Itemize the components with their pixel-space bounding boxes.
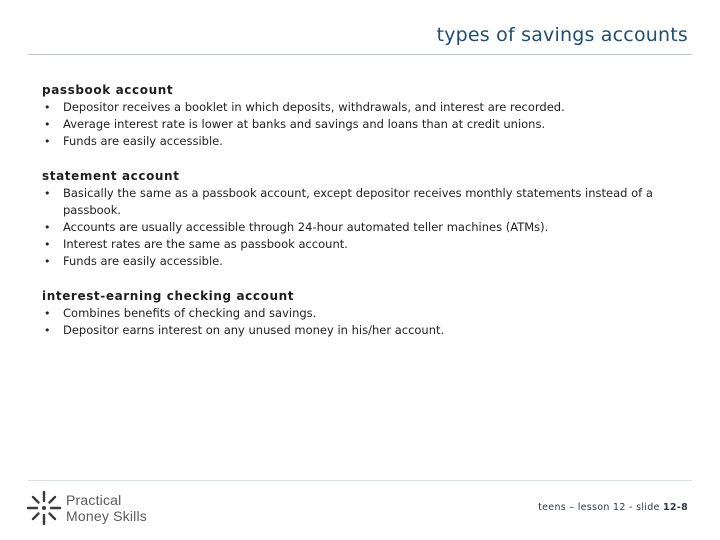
footer-lesson-label: teens – lesson 12 - slide (538, 502, 664, 513)
bullet-item (42, 219, 662, 236)
section-interest-checking-account (42, 288, 662, 339)
bullet-item (42, 116, 662, 133)
footer-slide-number: 12-8 (663, 502, 688, 513)
logo-line-2: Money Skills (66, 508, 147, 524)
bullet-item (42, 253, 662, 270)
bullet-icon: • (44, 255, 51, 268)
section-heading: interest-earning checking account (42, 289, 295, 303)
bullet-text: Basically the same as a passbook account, except depositor receives monthly statements instead of a passbook. (63, 186, 653, 217)
bullet-item (42, 322, 662, 339)
practical-money-skills-logo (26, 490, 166, 526)
bullet-item (42, 133, 662, 150)
bullet-icon: • (44, 238, 51, 251)
bullet-icon: • (44, 118, 51, 131)
logo-text (66, 492, 147, 524)
bullet-text: Average interest rate is lower at banks and savings and loans than at credit unions. (63, 117, 546, 131)
bullet-text: Depositor earns interest on any unused money in his/her account. (63, 323, 445, 337)
bullet-list (42, 99, 662, 150)
section-heading: passbook account (42, 83, 174, 97)
bullet-icon: • (44, 101, 51, 114)
section-passbook-account (42, 82, 662, 150)
starburst-icon (26, 490, 62, 526)
logo-line-1: Practical (66, 492, 122, 508)
bullet-text: Accounts are usually accessible through 24-hour automated teller machines (ATMs). (63, 220, 549, 234)
bullet-list (42, 305, 662, 339)
bullet-list (42, 185, 662, 270)
bullet-icon: • (44, 324, 51, 337)
bullet-text: Funds are easily accessible. (63, 254, 223, 268)
bullet-text: Interest rates are the same as passbook account. (63, 237, 348, 251)
bullet-icon: • (44, 221, 51, 234)
footer-divider (28, 480, 692, 481)
bullet-icon: • (44, 187, 51, 200)
bullet-icon: • (44, 307, 51, 320)
section-heading: statement account (42, 169, 180, 183)
bullet-text: Combines benefits of checking and savings. (63, 306, 317, 320)
section-statement-account (42, 168, 662, 270)
bullet-item (42, 185, 662, 219)
footer-slide-reference (538, 502, 688, 513)
bullet-icon: • (44, 135, 51, 148)
bullet-item (42, 305, 662, 322)
title-divider (28, 54, 692, 55)
slide-content (42, 82, 662, 357)
bullet-item (42, 99, 662, 116)
slide-title: types of savings accounts (436, 24, 688, 46)
bullet-text: Depositor receives a booklet in which deposits, withdrawals, and interest are recorded. (63, 100, 565, 114)
bullet-text: Funds are easily accessible. (63, 134, 223, 148)
bullet-item (42, 236, 662, 253)
